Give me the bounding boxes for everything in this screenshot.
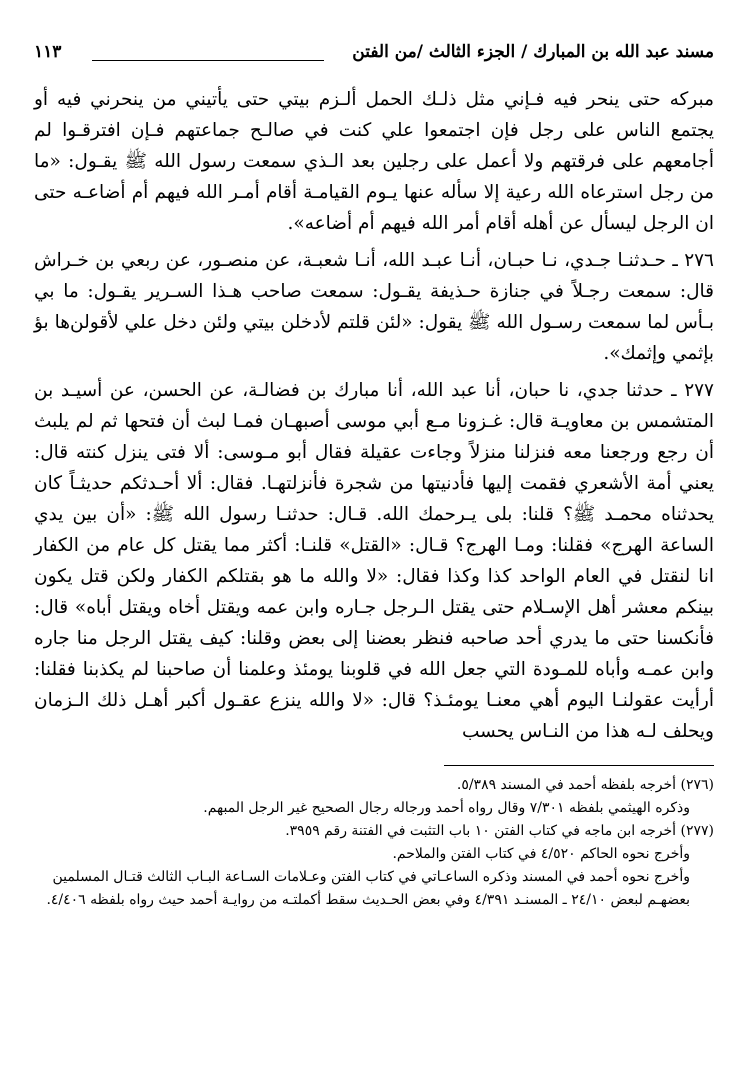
footnotes <box>34 759 714 912</box>
page-number: ١١٣ <box>34 42 62 62</box>
paragraph-hadith-277: ٢٧٧ ـ حدثنا جدي، نا حبان، أنا عبد الله، أنا مبارك بن فضالـة، عن الحسن، عن أسيـد بن المتشمس بن معاويـة قال: غـزونا مـع أبي موسى أصبهـان فمـا لبث أن فتحها ثم لم يلبث أن رجع ورجعنا معه فنزلنا منزلاً وجاءت عقيلة فقال أبو مـوسى: ألا فتى ينزل كنته قال: يعني أمة الأشعري فقمت إليها فأدنيتها من شجرة فأنزلتهـا. فقال: ألا أحـدثكم حديثـاً كان يحدثناه محمـد ﷺ؟ قلنا: بلى يـرحمك الله. قـال: حدثنـا رسول الله ﷺ: «أن بين يدي الساعة الهرج» فقلنا: ومـا الهرج؟ قـال: «القتل» قلنـا: أكثر مما يقتل كل عام من الكفار انا لنقتل في العام الواحد كذا وكذا فقال: «لا والله ما هو بقتلكم الكفار ولكن قتل يكون بينكم معشر أهل الإسـلام حتى يقتل الـرجل جـاره وابن عمه ويقتل أخاه ويقتل أباه» قال: فأنكسنا حتى ما يدري أحد صاحبه فنظر بعضنا إلى بعض وقلنا: كيف يقتل الرجل منا جاره وابن عمـه وأباه للمـودة التي جعل الله في قلوبنا يومئذ وعلمنا أن صاحبنا لم يكذبنا فقلنا: أرأيت عقولنـا اليوم أهي معنـا يومئـذ؟ قال: «لا والله ينزع عقـول أكبر أهـل ذلك الـزمان ويحلف لـه هذا من النـاس يحسب <box>34 380 714 742</box>
header-title: مسند عبد الله بن المبارك / الجزء الثالث /من الفتن <box>352 42 714 62</box>
paragraph-continuation: مبركه حتى ينحر فيه فـإني مثل ذلـك الحمل ألـزم بيتي حتى يأتيني من ينحرني فيه أو يجتمع الناس على رجل فإن اجتمعوا علي كنت في صالـح جماعتهم فـإن افترقـوا لم أجامعهم على فرقتهم ولا أعمل على رجلين بعد الـذي سمعت رسول الله ﷺ يقـول: «ما من رجل استرعاه الله رعية إلا سأله عنها يـوم القيامـة أقام أمـر الله فيهم أم أضاعـه حتى ان الرجل ليسأل عن أهله أقام أمر الله فيهم أم أضاعه». <box>34 89 714 234</box>
paragraph-hadith-276: ٢٧٦ ـ حـدثنـا جـدي، نـا حبـان، أنـا عبـد الله، أنـا شعبـة، عن منصـور، عن ربعي بن خـراش قال: سمعت رجـلاً في جنازة حـذيفة يقـول: سمعت صاحب هـذا السـرير يقـول: ما بي بـأس لما سمعت رسـول الله ﷺ يقول: «لئن قلتم لأدخلن بيتي ولئن دخل علي لأقولن‌ها بؤ بإثمي وإثمك». <box>34 250 714 364</box>
footnote-276-note: وذكره الهيثمي بلفظه ٧/٣٠١ وقال رواه أحمد ورجاله رجال الصحيح غير الرجل المبهم. <box>203 800 690 816</box>
header-rule <box>92 60 324 61</box>
main-text <box>34 84 714 747</box>
footnote-277-note-1: وأخرج نحوه الحاكم ٤/٥٢٠ في كتاب الفتن والملاحم. <box>392 846 690 862</box>
footnote-277: (٢٧٧) أخرجه ابن ماجه في كتاب الفتن ١٠ باب التثبت في الفتنة رقم ٣٩٥٩. <box>285 823 714 839</box>
footnote-277-note-2: وأخرج نحوه أحمد في المسند وذكره الساعـاتي في كتاب الفتن وعـلامات السـاعة البـاب الثالث قتـال المسلمين بعضهـم لبعض ٢٤/١٠ ـ المسنـد ٤/٣٩١ وفي بعض الحـديث سقط أكملتـه من روايـة أحمد حيث رواه بلفظه ٤/٤٠٦. <box>46 869 690 908</box>
footnote-276: (٢٧٦) أخرجه بلفظه أحمد في المسند ٥/٣٨٩. <box>456 777 714 793</box>
document-page <box>34 40 714 912</box>
running-header <box>34 40 714 74</box>
footnote-rule <box>444 765 714 766</box>
